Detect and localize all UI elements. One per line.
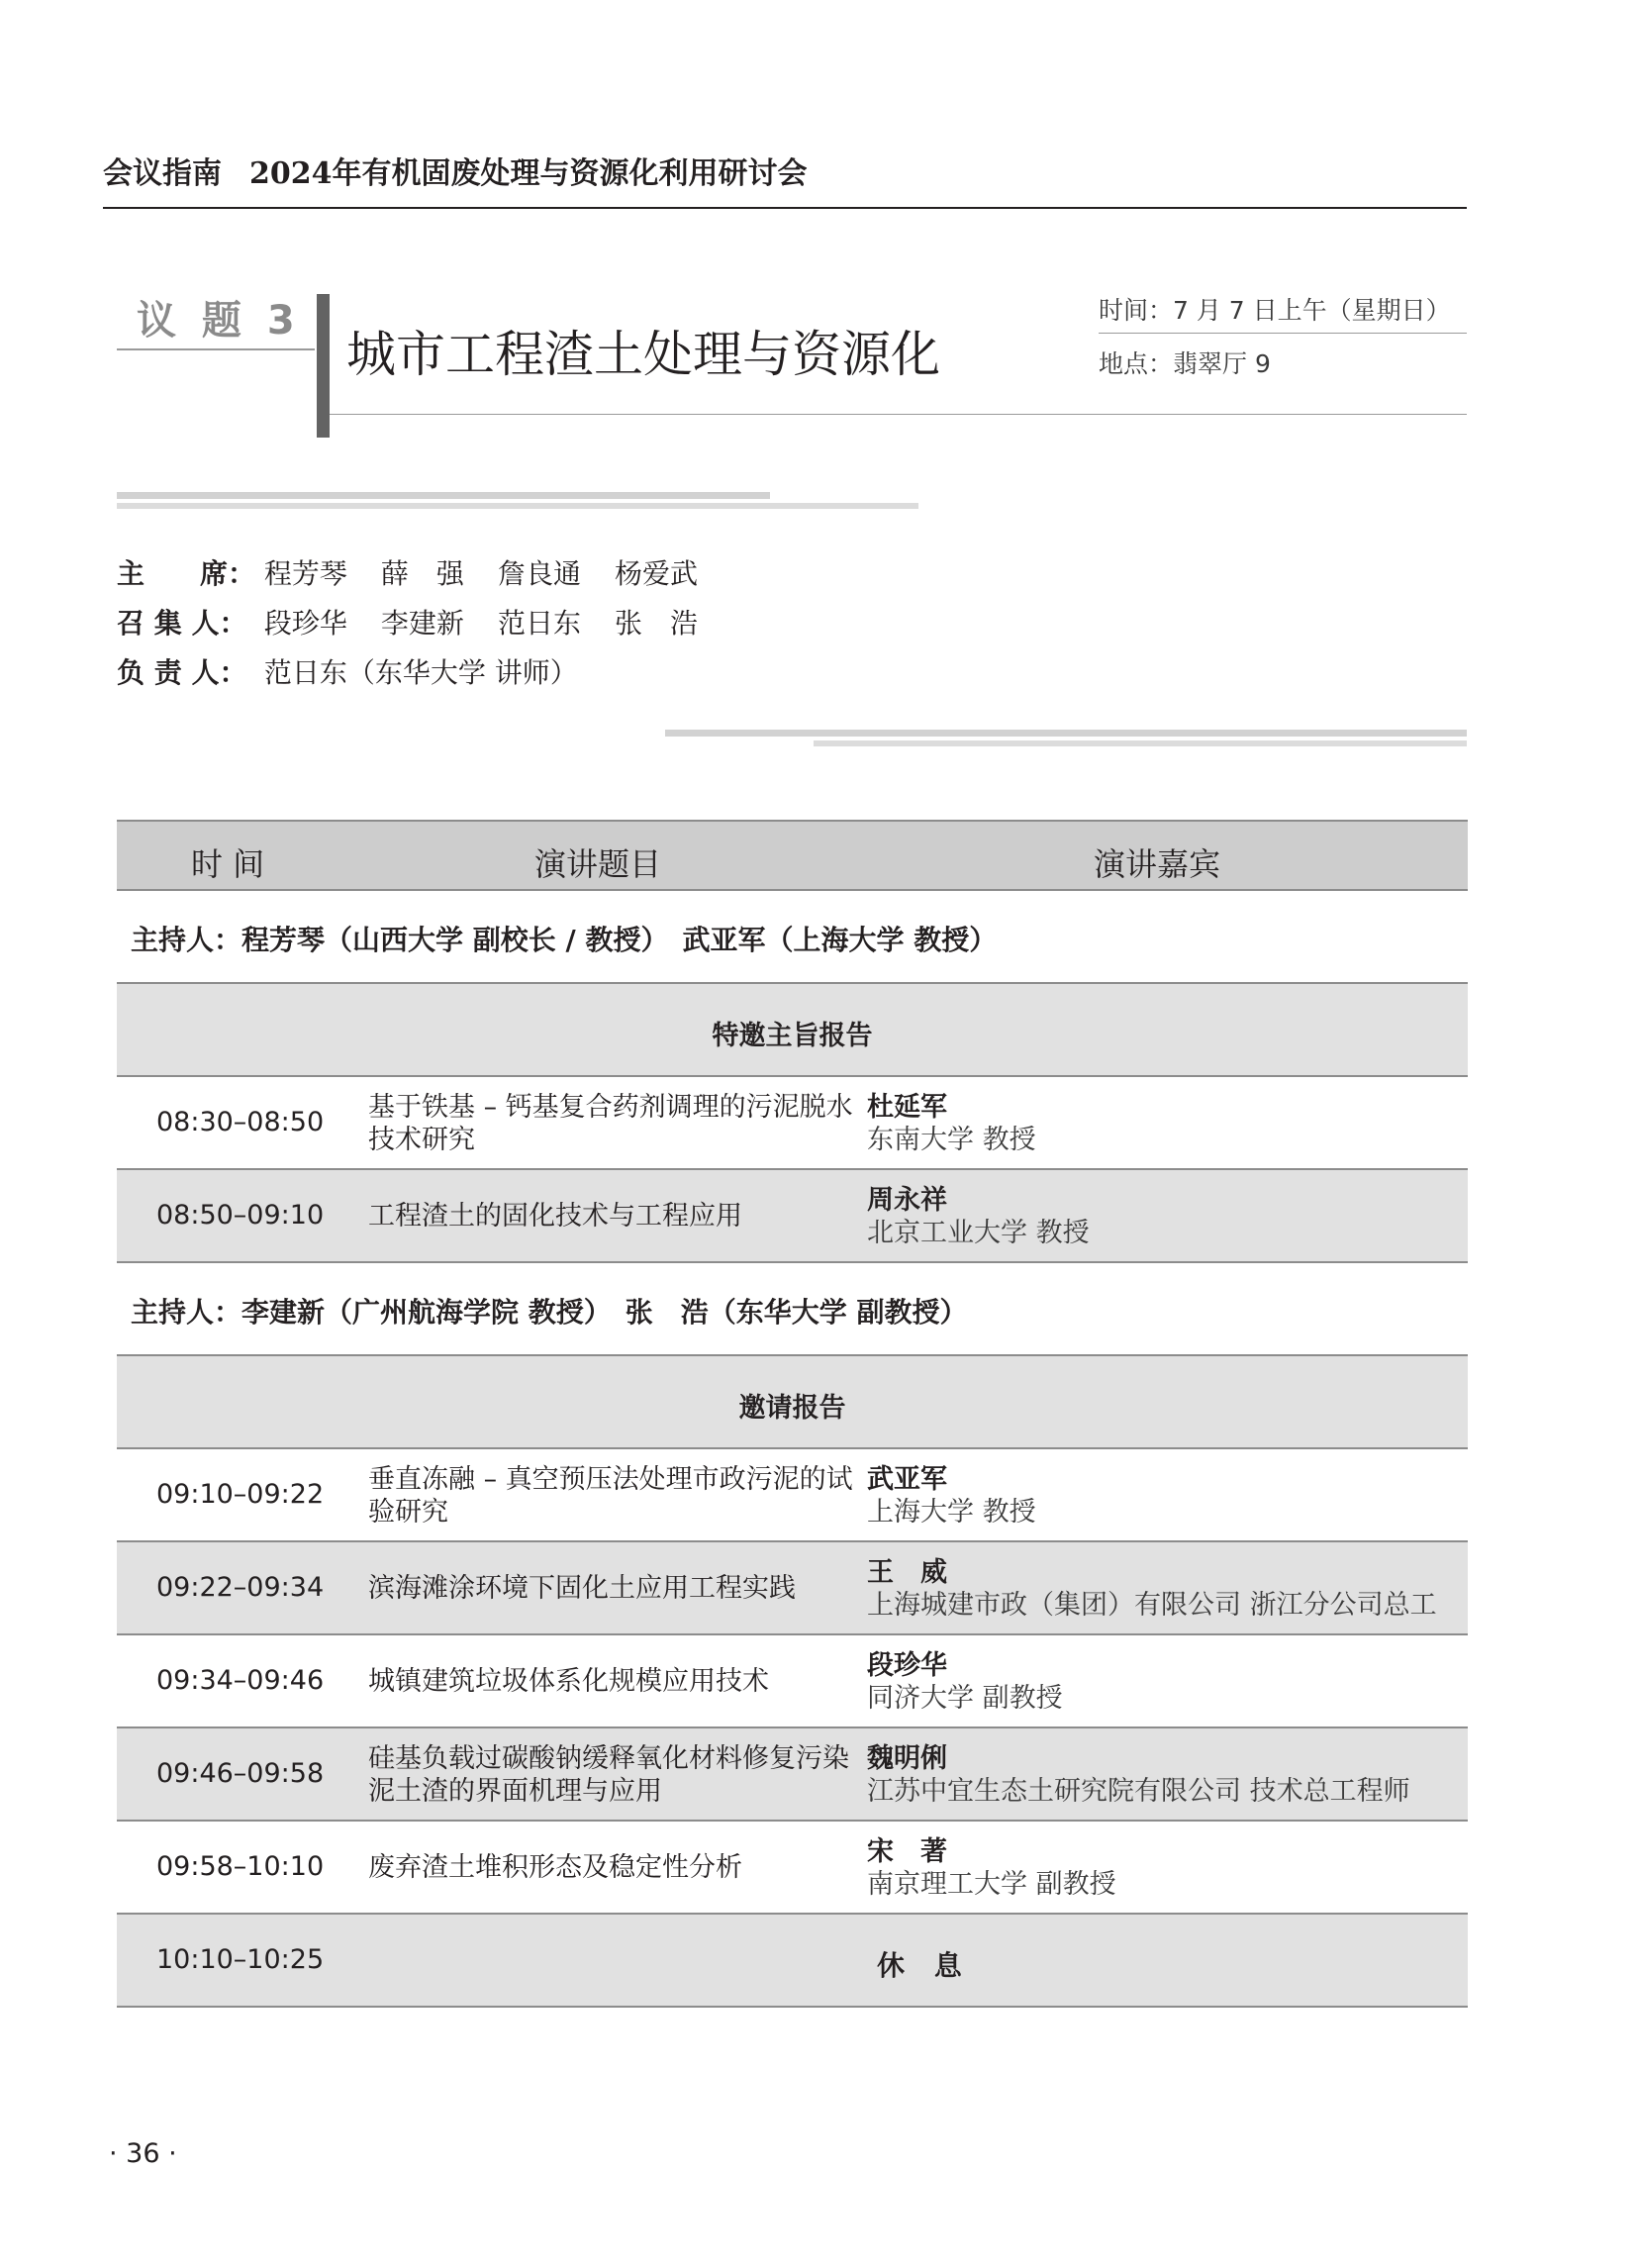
table-row (117, 1542, 1468, 1635)
section-row (117, 1356, 1468, 1449)
responsible-row (117, 651, 612, 691)
row-topic: 滨海滩涂环境下固化土应用工程实践 (368, 1573, 796, 1604)
row-time: 09:22–09:34 (156, 1572, 325, 1603)
row-time: 08:30–08:50 (156, 1107, 325, 1137)
speaker-name: 宋 著 (867, 1836, 947, 1867)
row-topic: 工程渣土的固化技术与工程应用 (368, 1201, 742, 1232)
speaker-name: 王 威 (867, 1557, 947, 1588)
break-time: 10:10–10:25 (156, 1944, 325, 1975)
row-speaker (867, 1184, 1090, 1249)
header-divider (103, 207, 1467, 209)
responsible-label: 负 责 人： (117, 656, 247, 689)
break-row (117, 1915, 1468, 2008)
table-row (117, 1728, 1468, 1822)
speaker-affiliation: 东南大学 教授 (867, 1125, 1036, 1155)
host-text: 主持人：程芳琴（山西大学 副校长 / 教授） 武亚军（上海大学 教授） (131, 924, 998, 956)
row-time: 09:34–09:46 (156, 1665, 325, 1696)
row-time: 09:58–10:10 (156, 1851, 325, 1882)
meta-divider (1099, 333, 1467, 334)
convener-name: 段珍华 (263, 607, 347, 640)
host-row (117, 1263, 1468, 1356)
chair-name: 杨爱武 (614, 557, 698, 590)
chair-name: 詹良通 (497, 557, 581, 590)
row-topic: 城镇建筑垃圾体系化规模应用技术 (368, 1666, 769, 1697)
section-row (117, 984, 1468, 1077)
table-row (117, 1822, 1468, 1915)
chair-name: 薛 强 (380, 557, 464, 590)
topic-title-divider (330, 414, 1467, 415)
convener-name: 李建新 (380, 607, 464, 640)
speaker-name: 武亚军 (867, 1464, 947, 1495)
session-place: 地点：翡翠厅 9 (1099, 349, 1271, 378)
chair-row (117, 552, 731, 592)
session-time: 时间：7 月 7 日上午（星期日） (1099, 296, 1451, 325)
convener-name: 范日东 (497, 607, 581, 640)
decorative-bar (665, 730, 1467, 737)
topic-accent-bar (317, 294, 330, 438)
schedule-table (117, 820, 1468, 2008)
responsible-name: 范日东（东华大学 讲师） (263, 656, 578, 689)
row-topic: 基于铁基 – 钙基复合药剂调理的污泥脱水技术研究 (368, 1092, 853, 1155)
decorative-bar (814, 740, 1467, 746)
row-speaker (867, 1091, 1036, 1156)
row-time: 09:10–09:22 (156, 1479, 325, 1510)
row-time: 08:50–09:10 (156, 1200, 325, 1231)
topic-label: 议 题 3 (137, 298, 301, 344)
speaker-affiliation: 同济大学 副教授 (867, 1683, 1063, 1714)
speaker-name: 周永祥 (867, 1185, 947, 1216)
row-topic: 硅基负载过碳酸钠缓释氧化材料修复污染泥土渣的界面机理与应用 (368, 1743, 849, 1807)
header-section: 会议指南 (103, 156, 222, 191)
speaker-affiliation: 上海城建市政（集团）有限公司 浙江分公司总工 (867, 1590, 1437, 1621)
convener-name: 张 浩 (614, 607, 698, 640)
speaker-affiliation: 南京理工大学 副教授 (867, 1869, 1116, 1900)
table-header (117, 820, 1468, 891)
row-speaker (867, 1463, 1036, 1528)
convener-label: 召 集 人： (117, 607, 247, 640)
row-time: 09:46–09:58 (156, 1758, 325, 1789)
topic-label-divider (117, 348, 315, 350)
table-row (117, 1077, 1468, 1170)
row-topic: 废弃渣土堆积形态及稳定性分析 (368, 1852, 742, 1883)
row-speaker (867, 1742, 1410, 1808)
topic-title: 城市工程渣土处理与资源化 (346, 326, 940, 383)
table-row (117, 1635, 1468, 1728)
table-row (117, 1170, 1468, 1263)
page-number: · 36 · (109, 2138, 177, 2169)
break-label: 休 息 (877, 1949, 972, 1982)
section-title: 特邀主旨报告 (712, 1021, 873, 1051)
speaker-affiliation: 江苏中宜生态土研究院有限公司 技术总工程师 (867, 1776, 1410, 1807)
host-text: 主持人：李建新（广州航海学院 教授） 张 浩（东华大学 副教授） (131, 1296, 968, 1329)
speaker-name: 杜延军 (867, 1092, 947, 1123)
speaker-name: 魏明俐 (867, 1743, 947, 1774)
header-topic: 演讲题目 (534, 845, 662, 883)
decorative-bar (117, 503, 918, 509)
table-row (117, 1449, 1468, 1542)
row-topic: 垂直冻融 – 真空预压法处理市政污泥的试验研究 (368, 1464, 853, 1528)
decorative-bar (117, 492, 770, 499)
section-title: 邀请报告 (738, 1393, 846, 1424)
speaker-name: 段珍华 (867, 1650, 947, 1681)
host-row (117, 891, 1468, 984)
convener-row (117, 602, 731, 641)
speaker-affiliation: 北京工业大学 教授 (867, 1218, 1090, 1248)
row-speaker (867, 1556, 1437, 1622)
header-time: 时 间 (191, 845, 265, 883)
running-header (103, 148, 808, 192)
row-speaker (867, 1835, 1116, 1901)
chair-name: 程芳琴 (263, 557, 347, 590)
header-speaker: 演讲嘉宾 (1094, 845, 1221, 883)
chair-label: 主 席： (117, 557, 256, 590)
row-speaker (867, 1649, 1063, 1715)
header-conference: 2024年有机固废处理与资源化利用研讨会 (249, 156, 808, 191)
speaker-affiliation: 上海大学 教授 (867, 1497, 1036, 1528)
